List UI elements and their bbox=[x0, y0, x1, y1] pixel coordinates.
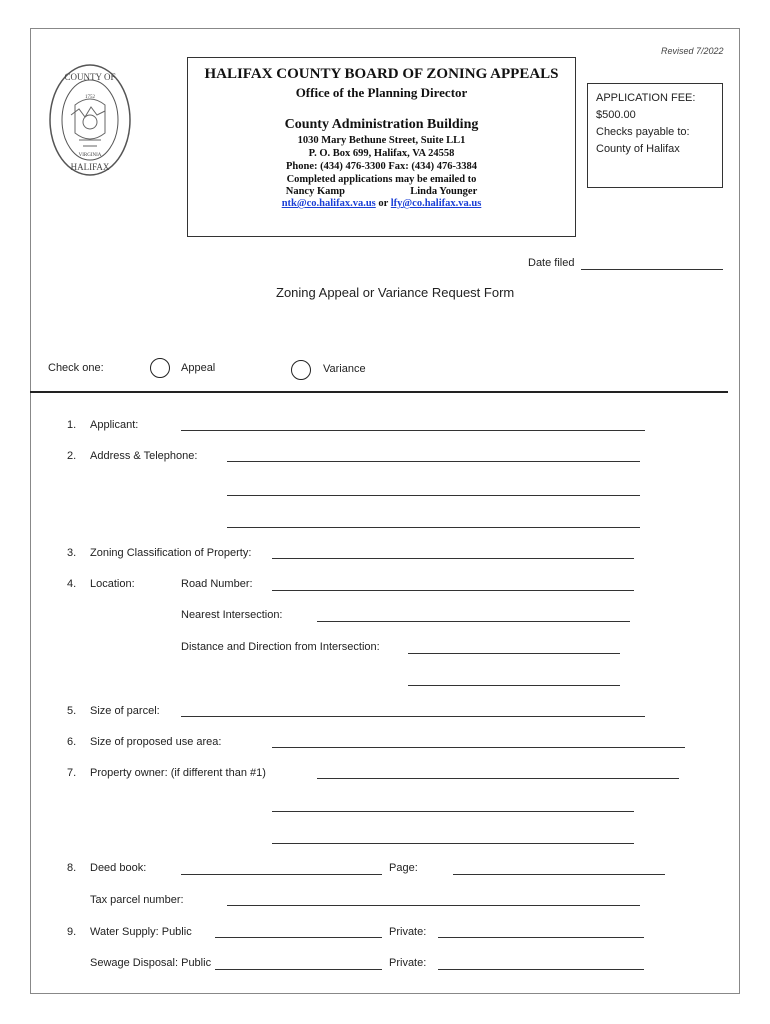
parcel-size-field[interactable] bbox=[181, 716, 645, 717]
seal-bottom-text: HALIFAX bbox=[70, 162, 110, 172]
variance-radio[interactable] bbox=[291, 360, 311, 380]
use-area-field[interactable] bbox=[272, 747, 685, 748]
distance-field-1[interactable] bbox=[408, 653, 620, 654]
item-5-number: 5. bbox=[67, 705, 77, 717]
applicant-label: Applicant: bbox=[90, 419, 139, 431]
emails bbox=[188, 198, 575, 209]
address-label: Address & Telephone: bbox=[90, 450, 198, 462]
payee: County of Halifax bbox=[596, 143, 680, 155]
page-field[interactable] bbox=[453, 874, 665, 875]
address-field-1[interactable] bbox=[227, 461, 640, 462]
item-2-number: 2. bbox=[67, 450, 77, 462]
sewage-public-label: Sewage Disposal: Public bbox=[90, 957, 212, 969]
water-public-label: Water Supply: Public bbox=[90, 926, 192, 938]
road-number-field[interactable] bbox=[272, 590, 634, 591]
email-link-1[interactable]: ntk@co.halifax.va.us bbox=[281, 198, 376, 209]
email-link-2[interactable]: lfy@co.halifax.va.us bbox=[390, 198, 482, 209]
email-or: or bbox=[378, 198, 389, 209]
deed-book-field[interactable] bbox=[181, 874, 382, 875]
fee-amount: $500.00 bbox=[596, 109, 636, 121]
contacts bbox=[188, 186, 575, 197]
item-4-number: 4. bbox=[67, 578, 77, 590]
owner-field-1[interactable] bbox=[317, 778, 679, 779]
zoning-field[interactable] bbox=[272, 558, 634, 559]
fee-box bbox=[587, 83, 723, 188]
page-label: Page: bbox=[389, 862, 418, 874]
board-title: HALIFAX COUNTY BOARD OF ZONING APPEALS bbox=[204, 66, 559, 82]
date-filed-field[interactable] bbox=[581, 269, 723, 270]
section-divider bbox=[30, 391, 728, 393]
date-filed-label: Date filed bbox=[528, 257, 575, 269]
owner-field-2[interactable] bbox=[272, 811, 634, 812]
appeal-label: Appeal bbox=[181, 362, 216, 374]
phone-fax: Phone: (434) 476-3300 Fax: (434) 476-3384 bbox=[285, 161, 477, 172]
item-8-number: 8. bbox=[67, 862, 77, 874]
road-number-label: Road Number: bbox=[181, 578, 253, 590]
owner-field-3[interactable] bbox=[272, 843, 634, 844]
parcel-size-label: Size of parcel: bbox=[90, 705, 160, 717]
seal-year: 1752 bbox=[85, 95, 95, 100]
item-9-number: 9. bbox=[67, 926, 77, 938]
distance-label: Distance and Direction from Intersection: bbox=[181, 641, 380, 653]
water-private-field[interactable] bbox=[438, 937, 644, 938]
intersection-label: Nearest Intersection: bbox=[181, 609, 283, 621]
variance-label: Variance bbox=[323, 363, 366, 375]
applicant-field[interactable] bbox=[181, 430, 645, 431]
item-7-number: 7. bbox=[67, 767, 77, 779]
address-field-2[interactable] bbox=[227, 495, 640, 496]
appeal-radio[interactable] bbox=[150, 358, 170, 378]
zoning-label: Zoning Classification of Property: bbox=[90, 547, 252, 559]
tax-parcel-label: Tax parcel number: bbox=[90, 894, 184, 906]
owner-label: Property owner: (if different than #1) bbox=[90, 767, 266, 779]
contact-1: Nancy Kamp bbox=[285, 186, 345, 197]
sewage-private-field[interactable] bbox=[438, 969, 644, 970]
tax-parcel-field[interactable] bbox=[227, 905, 640, 906]
county-seal bbox=[45, 60, 135, 180]
checks-payable: Checks payable to: bbox=[596, 126, 690, 138]
contact-2: Linda Younger bbox=[410, 186, 478, 197]
po-box: P. O. Box 699, Halifax, VA 24558 bbox=[308, 148, 455, 159]
check-one-label: Check one: bbox=[48, 362, 104, 374]
revised-date: Revised 7/2022 bbox=[661, 46, 724, 56]
water-public-field[interactable] bbox=[215, 937, 382, 938]
email-note: Completed applications may be emailed to bbox=[286, 174, 477, 185]
intersection-field[interactable] bbox=[317, 621, 630, 622]
item-6-number: 6. bbox=[67, 736, 77, 748]
street-address: 1030 Mary Bethune Street, Suite LL1 bbox=[297, 135, 466, 146]
header-box bbox=[187, 57, 576, 237]
use-area-label: Size of proposed use area: bbox=[90, 736, 222, 748]
item-3-number: 3. bbox=[67, 547, 77, 559]
item-1-number: 1. bbox=[67, 419, 77, 431]
water-private-label: Private: bbox=[389, 926, 427, 938]
address-field-3[interactable] bbox=[227, 527, 640, 528]
fee-label: APPLICATION FEE: bbox=[596, 92, 696, 104]
deed-book-label: Deed book: bbox=[90, 862, 147, 874]
building-name: County Administration Building bbox=[284, 117, 479, 132]
distance-field-2[interactable] bbox=[408, 685, 620, 686]
location-label: Location: bbox=[90, 578, 135, 590]
form-title: Zoning Appeal or Variance Request Form bbox=[276, 285, 515, 300]
office-title: Office of the Planning Director bbox=[295, 85, 468, 100]
sewage-public-field[interactable] bbox=[215, 969, 382, 970]
sewage-private-label: Private: bbox=[389, 957, 427, 969]
seal-top-text: COUNTY OF bbox=[64, 72, 116, 82]
seal-state: VIRGINIA bbox=[78, 153, 102, 158]
